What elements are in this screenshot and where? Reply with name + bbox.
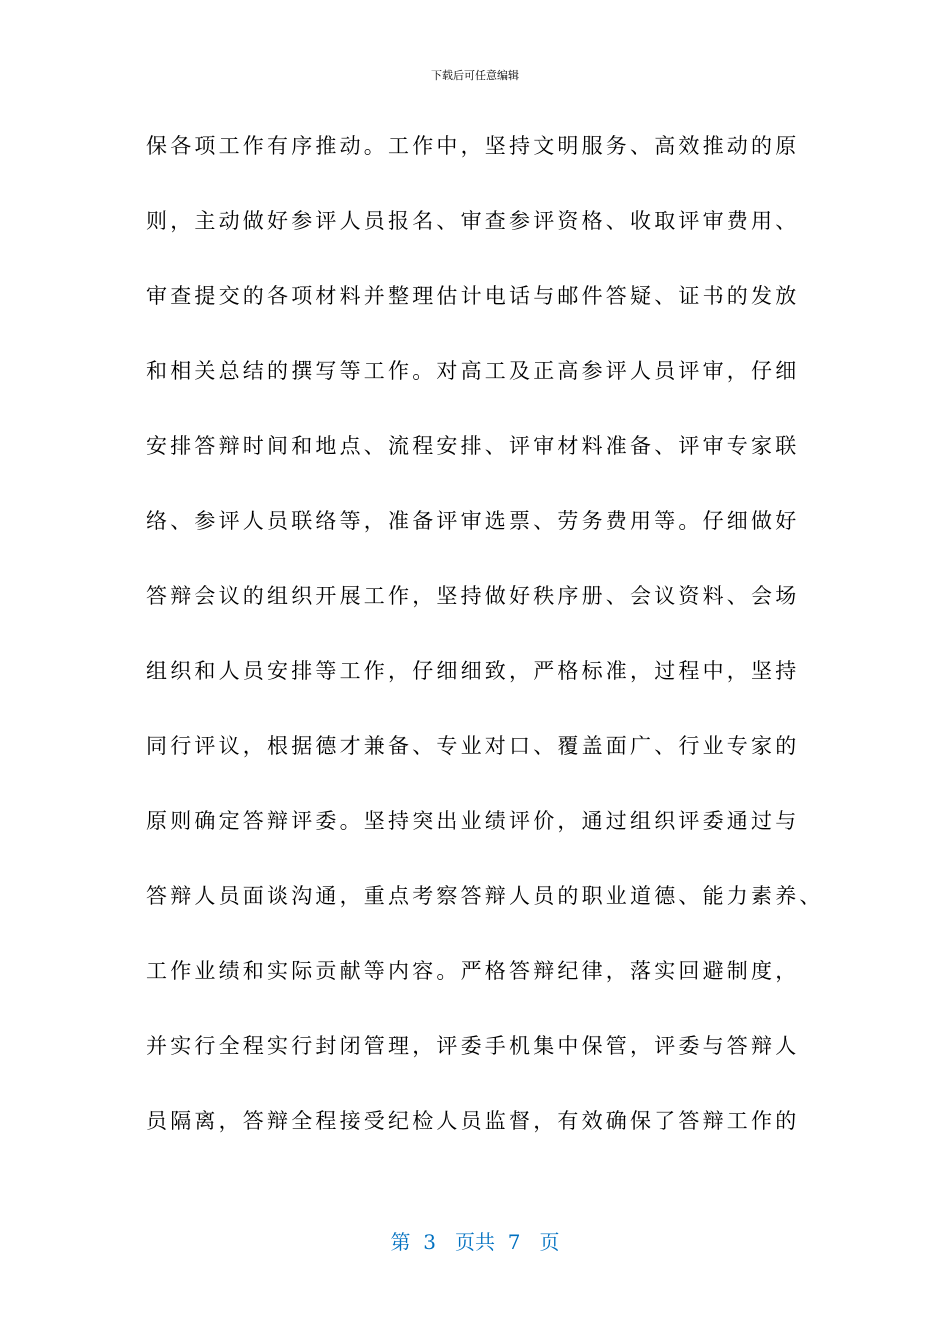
text-line: 组织和人员安排等工作，仔细细致，严格标准，过程中，坚持 [146,659,800,683]
text-line: 审查提交的各项材料并整理估计电话与邮件答疑、证书的发放 [146,284,800,308]
text-line: 保各项工作有序推动。工作中，坚持文明服务、高效推动的原 [146,134,800,158]
text-line: 工作业绩和实际贡献等内容。严格答辩纪律，落实回避制度， [146,959,800,983]
text-line: 则，主动做好参评人员报名、审查参评资格、收取评审费用、 [146,209,800,233]
body-paragraph [146,126,866,1176]
text-line: 并实行全程实行封闭管理，评委手机集中保管，评委与答辩人 [146,1034,800,1058]
text-line: 同行评议，根据德才兼备、专业对口、覆盖面广、行业专家的 [146,734,800,758]
page-number: 第 3 页共 7 页 [390,1230,560,1254]
text-line: 答辩会议的组织开展工作，坚持做好秩序册、会议资料、会场 [146,584,800,608]
text-line: 答辩人员面谈沟通，重点考察答辩人员的职业道德、能力素养、 [146,884,824,908]
text-line: 络、参评人员联络等，准备评审选票、劳务费用等。仔细做好 [146,509,800,533]
text-line: 和相关总结的撰写等工作。对高工及正高参评人员评审，仔细 [146,359,800,383]
text-line: 员隔离，答辩全程接受纪检人员监督，有效确保了答辩工作的 [146,1109,800,1133]
text-line: 原则确定答辩评委。坚持突出业绩评价，通过组织评委通过与 [146,809,800,833]
header-note: 下载后可任意编辑 [431,69,519,82]
text-line: 安排答辩时间和地点、流程安排、评审材料准备、评审专家联 [146,434,800,458]
